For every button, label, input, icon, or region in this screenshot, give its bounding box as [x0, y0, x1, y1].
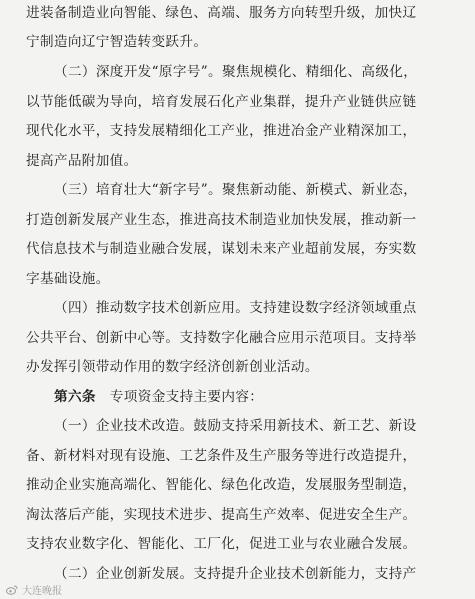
article-heading-text: 专项资金支持主要内容：: [109, 389, 264, 405]
text-line-9: 代信息技术与制造业融合发展，谋划未来产业超前发展，夯实数: [26, 241, 417, 257]
text-line-6: 提高产品附加值。: [26, 153, 138, 169]
watermark: [6, 582, 62, 597]
text-line-17: 推动企业实施高端化、智能化、绿色化改造，发展服务型制造，: [26, 477, 417, 493]
text-line-4: 以节能低碳为导向，培育发展石化产业集群，提升产业链供应链: [26, 94, 417, 110]
weibo-logo-icon: [6, 585, 18, 595]
text-line-20: （二）企业创新发展。支持提升企业技术创新能力，支持产: [54, 566, 417, 582]
article-heading: 第六条: [54, 389, 96, 405]
text-line-13: 办发挥引领带动作用的数字经济创新创业活动。: [26, 359, 319, 375]
text-line-7: （三）培育壮大“新字号”。聚焦新动能、新模式、新业态，: [54, 182, 418, 198]
text-line-16: 备、新材料对现有设施、工艺条件及生产服务等进行改造提升，: [26, 448, 417, 464]
text-line-12: 公共平台、创新中心等。支持数字化融合应用示范项目。支持举: [26, 330, 417, 346]
text-line-5: 现代化水平，支持发展精细化工产业，推进冶金产业精深加工，: [26, 123, 417, 139]
text-line-10: 字基础设施。: [26, 271, 110, 287]
text-line-18: 淘汰落后产能，实现技术进步、提高生产效率、促进安全生产。: [26, 507, 417, 523]
text-line-8: 打造创新发展产业生态，推进高技术制造业加快发展，推动新一: [26, 212, 417, 228]
text-line-19: 支持农业数字化、智能化、工厂化，促进工业与农业融合发展。: [26, 536, 417, 552]
text-line-11: （四）推动数字技术创新应用。支持建设数字经济领域重点: [54, 300, 417, 316]
text-line-15: （一）企业技术改造。鼓励支持采用新技术、新工艺、新设: [54, 418, 417, 434]
watermark-text: 大连晚报: [22, 586, 62, 597]
text-line-1: 进装备制造业向智能、绿色、高端、服务方向转型升级，加快辽: [26, 5, 417, 21]
article-heading-line: [54, 388, 263, 406]
text-line-3: （二）深度开发“原字号”。聚焦规模化、精细化、高级化，: [54, 64, 418, 80]
text-line-2: 宁制造向辽宁智造转变跃升。: [26, 34, 208, 50]
